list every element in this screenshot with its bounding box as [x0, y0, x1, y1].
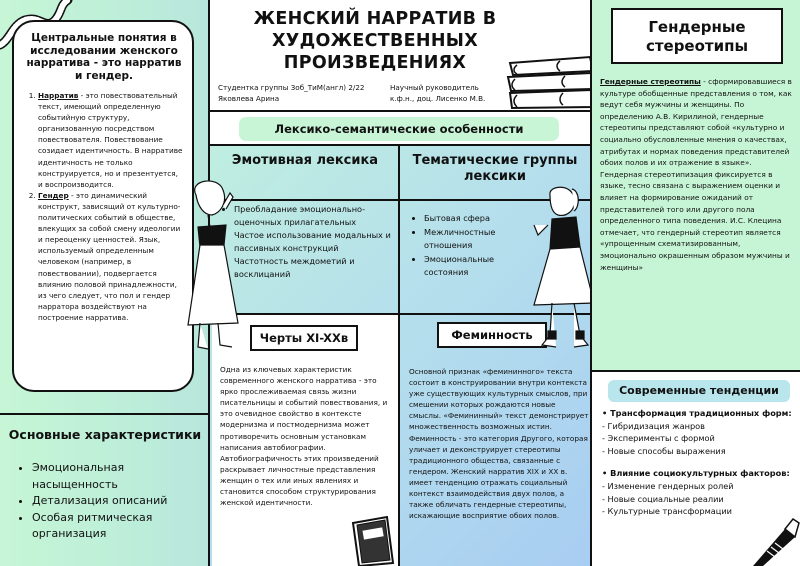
- list-item: - Изменение гендерных ролей: [602, 480, 734, 491]
- concept-item-narrative: [38, 90, 184, 190]
- thematic-heading: Тематические группы лексики: [412, 153, 578, 184]
- stereotypes-definition: - сформировавшиеся в культуре обобщенные представления о том, как ведут себя мужчины и женщины. По определению А.В. Кирилиной, гендерные стереотипы представляют собой «культурно и социально обусловленные мнения о качествах, атрибутах и нормах поведения представителей обоих полов и их отражение в языке». Гендерная стереотипизация фиксируется в языке, тесно связана с выражением оценки и влияет на формирование ожиданий от представителей того или другого пола определенного типа поведения. И.С. Клецина отмечает, что гендерный стереотип является «упрощенным схематизированным, эмоционально окрашенным образом мужчины и женщины»: [600, 77, 792, 272]
- list-item: • Частое использование модальных и пассивных конструкций: [234, 229, 398, 255]
- author-info: [218, 82, 364, 104]
- stereotypes-term: Гендерные стереотипы: [600, 77, 701, 86]
- advisor-name: к.ф.н., доц. Лисенко М.В.: [390, 94, 486, 103]
- trend-group: [602, 467, 792, 517]
- stereotypes-text: [600, 76, 795, 273]
- page-title: ЖЕНСКИЙ НАРРАТИВ В ХУДОЖЕСТВЕННЫХ ПРОИЗВЕДЕНИЯХ: [253, 9, 497, 73]
- traits-heading: Черты XI-XXв: [250, 325, 358, 351]
- woman-thinking-illustration: [178, 175, 253, 355]
- trend-group-title: • Трансформация традиционных форм:: [602, 408, 792, 418]
- list-item: • Преобладание эмоционально-оценочных прилагательных: [234, 203, 398, 229]
- list-item: - Культурные трансформации: [602, 506, 732, 517]
- trends-heading: Современные тенденции: [608, 380, 790, 402]
- author-group: Студентка группы 3об_ТиМ(англ) 2/22: [218, 83, 365, 92]
- femininity-text: Основной признак «фемининного» текста состоит в конструировании внутри контекста уже существующих культурных смыслов, при смешении которых рождаются новые смыслы. «Фемининный» текст демонстрирует множественность возможных истин. Феминность - это категория Другого, которая уличает и деконструирует стереотипы традиционного общества, связанные с гендером. Женский нарратив XIX и XX в. имеет тенденцию отражать социальный контекст взаимодействия двух полов, а также обличать гендерные стереотипы, искажающие восприятие обоих полов.: [409, 367, 589, 521]
- list-item: • Бытовая сфера: [424, 212, 532, 226]
- list-item: • Детализация описаний: [32, 493, 198, 510]
- list-item: - Новые социальные реалии: [602, 493, 724, 504]
- list-item: - Эксперименты с формой: [602, 433, 715, 444]
- concepts-heading: Центральные понятия в исследовании женского нарратива - это нарратив и гендер.: [26, 32, 182, 82]
- list-item: • Частотность междометий и восклицаний: [234, 255, 398, 281]
- emotive-heading: Эмотивная лексика: [231, 153, 379, 168]
- pen-icon: [745, 515, 800, 566]
- trend-group-title: • Влияние социокультурных факторов:: [602, 468, 790, 479]
- list-item: • Особая ритмическая организация: [32, 510, 198, 543]
- list-item: - Новые способы выражения: [602, 445, 726, 456]
- author-name: Яковлева Арина: [218, 94, 280, 103]
- divider: [0, 413, 210, 415]
- advisor-role: Научный руководитель: [390, 83, 479, 92]
- thematic-list: [412, 212, 532, 280]
- concept-item-gender: [38, 190, 184, 323]
- characteristics-list: [18, 460, 198, 543]
- lexsem-heading: Лексико-семантические особенности: [239, 117, 559, 141]
- books-stack-icon: [505, 55, 595, 110]
- concepts-card: [12, 20, 194, 392]
- concept-definition: - это динамический конструкт, зависящий от культурно-политических событий в обществе, влекущих за собой смену идеологии и переоценку ценностей. Язык, используемый определенным человеком (например, в повествовании), подвергается влиянию половой принадлежности, из чего следует, что пол и гендер нарратора воздействуют на построение нарратива.: [38, 190, 181, 322]
- list-item: • Эмоциональные состояния: [424, 253, 532, 280]
- femininity-heading: Феминность: [437, 322, 547, 348]
- divider: [398, 146, 400, 566]
- concept-term: Нарратив: [38, 91, 79, 100]
- list-item: - Гибридизация жанров: [602, 420, 705, 431]
- concept-definition: - это повествовательный текст, имеющий определенную событийную структуру, организованную посредством повествователя. Повествование созидает идентичность. В нарративе идентичность не только конструируется, но и презентуется, и воспроизводится.: [38, 91, 183, 189]
- characteristics-heading: Основные характеристики: [8, 427, 202, 442]
- stereotypes-heading: Гендерные стереотипы: [611, 8, 783, 64]
- concept-term: Гендер: [38, 190, 69, 200]
- trend-group: [602, 407, 792, 457]
- traits-text: Одна из ключевых характеристик современного женского нарратива - это ярко прослеживаемая связь жизни писательницы и событий повествования, и это очевидное свойство в контексте модернизма и постмодернизма может противоречить основным установкам написания автобиографии. Автобиографичность этих произведений раскрывает личностные представления женщин о тех или иных явлениях и становится способом структурирования женской идентичности.: [220, 365, 388, 508]
- list-item: • Межличностные отношения: [424, 226, 532, 253]
- advisor-info: [390, 82, 485, 104]
- trends-list: [602, 407, 792, 528]
- notebook-icon: [345, 515, 395, 566]
- list-item: • Эмоциональная насыщенность: [32, 460, 198, 493]
- concepts-list: [24, 90, 184, 323]
